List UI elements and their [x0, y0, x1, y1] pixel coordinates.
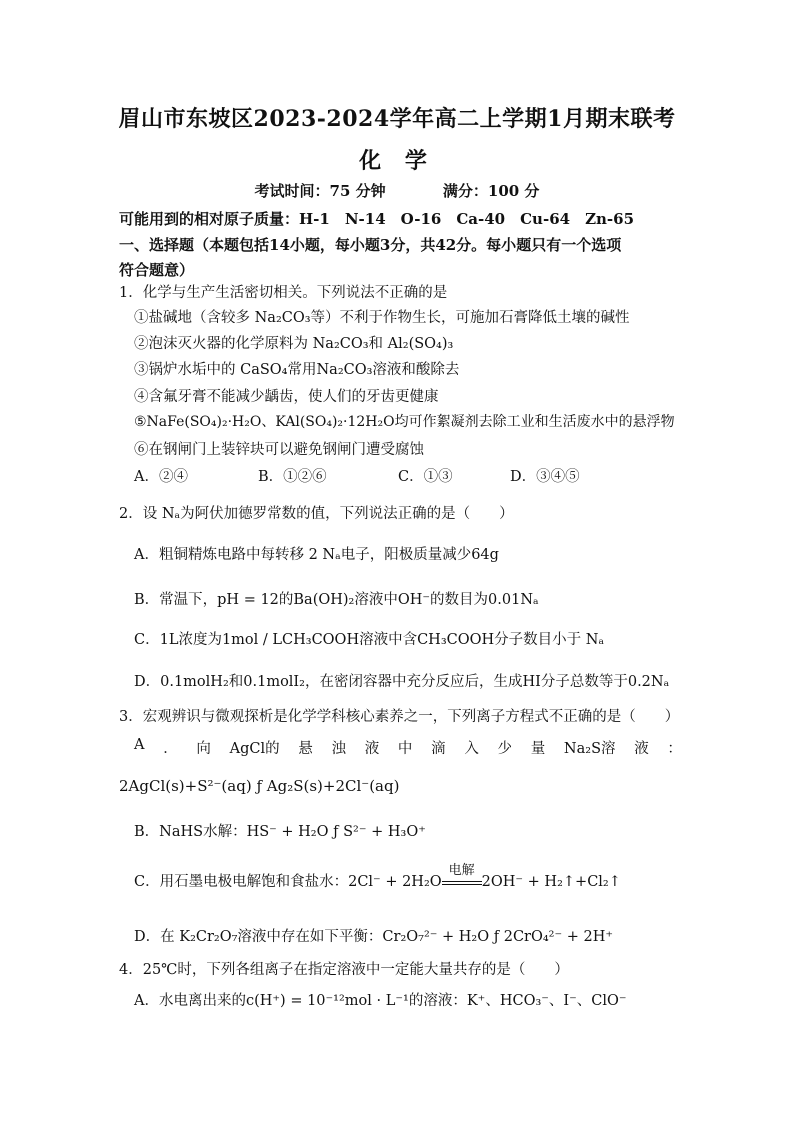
- q2-option-d: D．0.1molH₂和0.1molI₂，在密闭容器中充分反应后，生成HI分子总数等于0.2Nₐ: [134, 674, 670, 690]
- subject-title: 化 学: [359, 148, 435, 174]
- q1-choice-b: B．①②⑥: [258, 469, 327, 485]
- q3a-part: 少: [497, 741, 513, 757]
- section1-heading-cont: 符合题意）: [119, 261, 195, 279]
- q1-item-1: ①盐碱地（含较多 Na₂CO₃等）不利于作物生长，可施加石膏降低土壤的碱性: [134, 310, 630, 326]
- question-1-stem: 1．化学与生产生活密切相关。下列说法不正确的是: [119, 285, 448, 301]
- q1-choice-d: D．③④⑤: [510, 469, 580, 485]
- q1-item-3: ③锅炉水垢中的 CaSO₄常用Na₂CO₃溶液和酸除去: [134, 362, 460, 378]
- q2-option-a: A．粗铜精炼电路中每转移 2 Nₐ电子，阳极质量减少64g: [134, 547, 499, 563]
- q3c-left: C．用石墨电极电解饱和食盐水：2Cl⁻ + 2H₂O: [134, 874, 442, 890]
- equal-line-top: [442, 881, 482, 882]
- q3a-part: 浊: [331, 741, 346, 757]
- q3a-part: 液: [364, 741, 380, 757]
- q3a-part: 量: [530, 741, 546, 757]
- electrolysis-label: 电解: [448, 863, 475, 878]
- electrolysis-arrow: [442, 863, 482, 889]
- q2-option-b: B．常温下，pH = 12的Ba(OH)₂溶液中OH⁻的数目为0.01Nₐ: [134, 592, 539, 608]
- q1-item-6: ⑥在钢闸门上装锌块可以避免钢闸门遭受腐蚀: [134, 442, 424, 458]
- q2-option-c: C．1L浓度为1mol / LCH₃COOH溶液中含CH₃COOH分子数目小于 Nₐ: [134, 632, 605, 648]
- q3a-part: 入: [464, 741, 479, 757]
- q1-item-5: ⑤NaFe(SO₄)₂·H₂O、KAl(SO₄)₂·12H₂O均可作絮凝剂去除工业和生活废水中的悬浮物: [134, 414, 675, 430]
- q3a-part: ．: [163, 741, 178, 757]
- q3-option-a-equation: 2AgCl(s)+S²⁻(aq) ƒ Ag₂S(s)+2Cl⁻(aq): [119, 777, 400, 795]
- atomic-mass-line: 可能用到的相对原子质量：H-1 N-14 O-16 Ca-40 Cu-64 Zn-65: [119, 210, 635, 228]
- q1-choice-c: C．①③: [398, 469, 453, 485]
- exam-info: [0, 180, 794, 201]
- q3c-right: 2OH⁻ + H₂↑+Cl₂↑: [481, 874, 621, 890]
- q3a-part: 液: [634, 741, 649, 757]
- q3-option-d: D．在 K₂Cr₂O₇溶液中存在如下平衡：Cr₂O₇²⁻ + H₂O ƒ 2CrO₄²⁻ + 2H⁺: [134, 929, 614, 945]
- q3a-part: 滴: [431, 741, 446, 757]
- full-score: 满分：100 分: [442, 182, 540, 200]
- question-3-stem: 3．宏观辨识与微观探析是化学学科核心素养之一，下列离子方程式不正确的是（ ）: [119, 709, 680, 725]
- q3-option-a-line: [134, 737, 682, 758]
- question-4-stem: 4．25℃时，下列各组离子在指定溶液中一定能大量共存的是（ ）: [119, 962, 569, 978]
- equal-line-bottom: [442, 884, 482, 885]
- q3a-part: 悬: [298, 741, 313, 757]
- q4-option-a: A．水电离出来的c(H⁺) = 10⁻¹²mol · L⁻¹的溶液：K⁺、HCO₃⁻、I⁻、ClO⁻: [134, 993, 627, 1009]
- q1-item-2: ②泡沫灭火器的化学原料为 Na₂CO₃和 Al₂(SO₄)₃: [134, 336, 454, 352]
- q3-option-c: [134, 863, 621, 891]
- q3a-part: AgCl的: [229, 741, 280, 757]
- q1-choice-a: A．②④: [134, 469, 188, 485]
- q3a-part: 向: [196, 741, 211, 757]
- q3a-part: 中: [397, 741, 413, 757]
- section1-heading: 一、选择题（本题包括14小题，每小题3分，共42分。每小题只有一个选项: [119, 236, 622, 254]
- q3a-part: A: [134, 737, 145, 753]
- question-2-stem: 2．设 Nₐ为阿伏加德罗常数的值，下列说法正确的是（ ）: [119, 506, 514, 522]
- q3-option-b: B．NaHS水解：HS⁻ + H₂O ƒ S²⁻ + H₃O⁺: [134, 824, 426, 840]
- q3a-part: ：: [667, 741, 682, 757]
- exam-time: 考试时间：75 分钟: [254, 182, 386, 200]
- exam-title: 眉山市东坡区2023-2024学年高二上学期1月期末联考: [118, 106, 676, 132]
- q1-item-4: ④含氟牙膏不能减少龋齿，使人们的牙齿更健康: [134, 389, 439, 405]
- q3a-part: Na₂S溶: [563, 741, 616, 757]
